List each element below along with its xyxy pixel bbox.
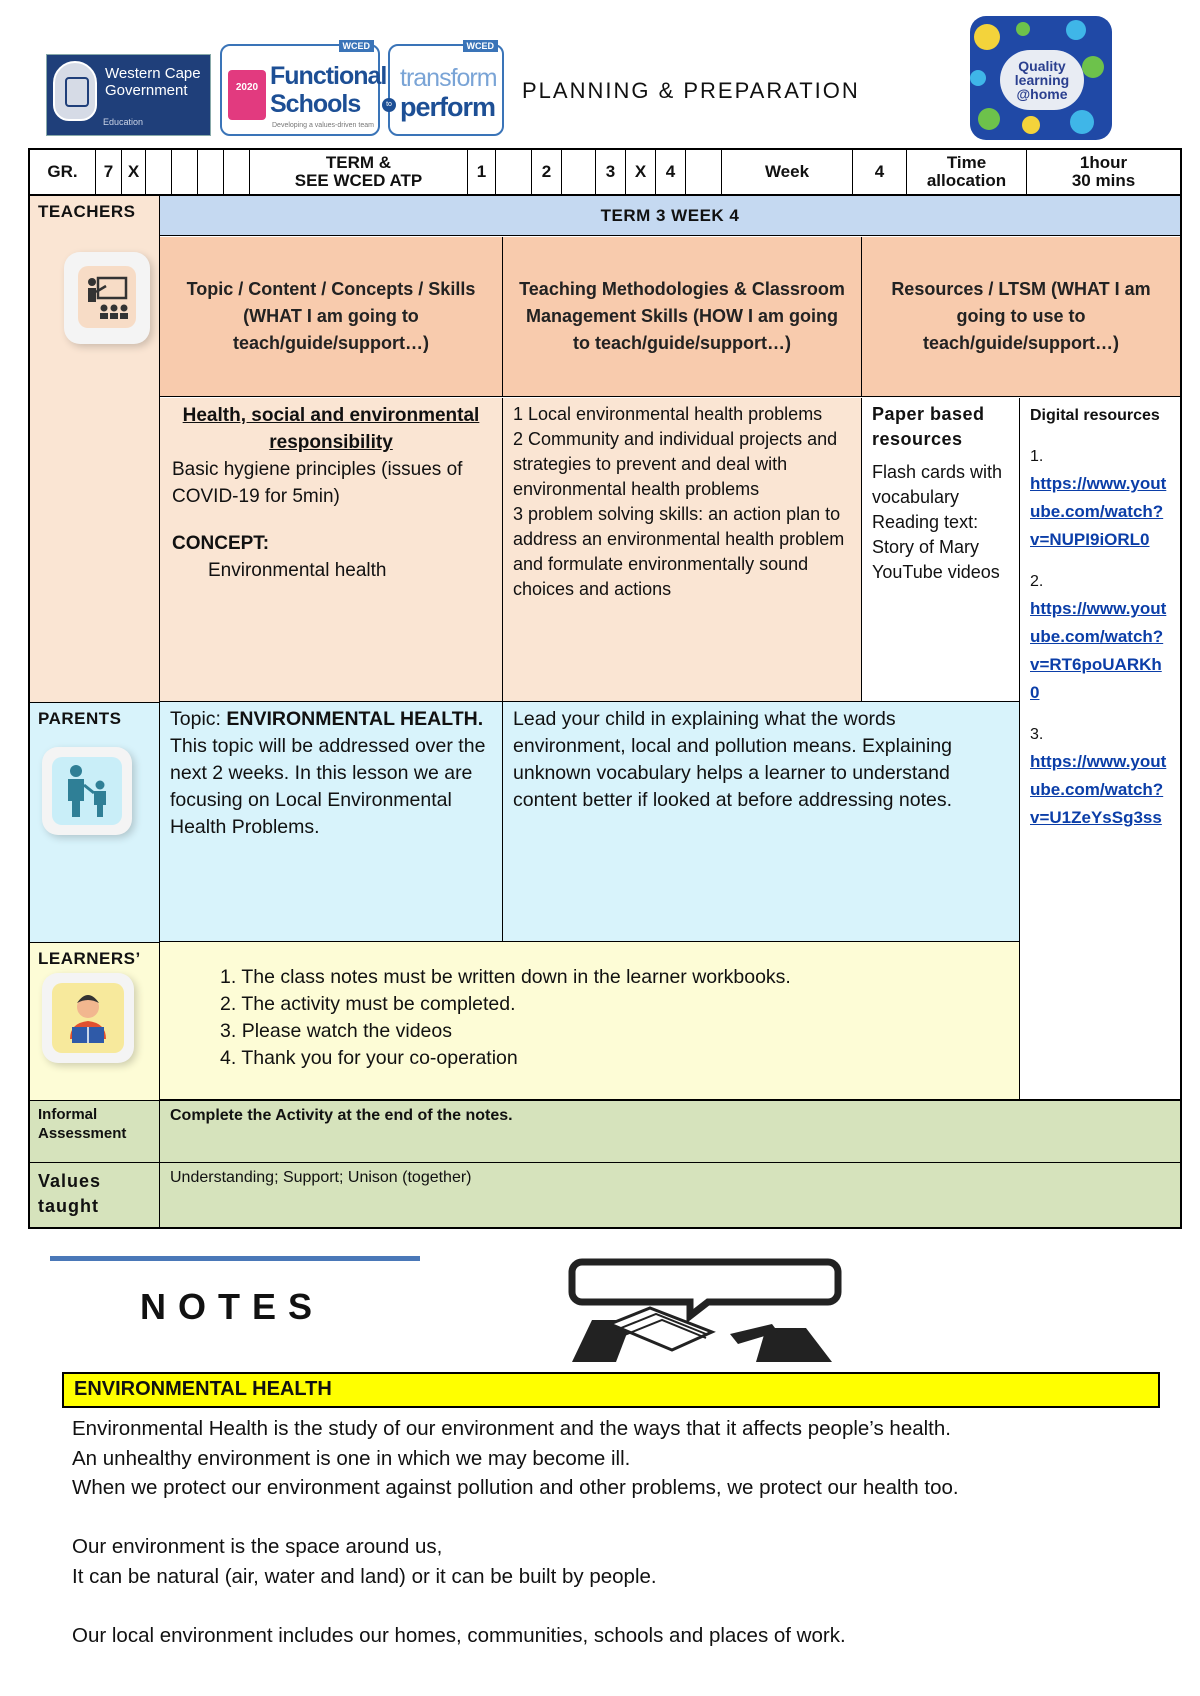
grade-term-row [28,148,1182,196]
grade-value: 7 [96,150,122,194]
notes-divider [50,1256,420,1261]
notes-paragraph: It can be natural (air, water and land) or it can be built by people. [72,1564,657,1588]
topic-title: Health, social and environmental responsibility [182,405,480,453]
youtube-link-2[interactable]: https://www.youtube.com/watch?v=RT6poUARKh0 [1030,599,1167,702]
digital-resources-label: Digital resources [1030,407,1160,424]
grade-label: GR. [30,150,96,194]
fs-logo-line2: Schools [270,90,361,118]
notes-speech-bubble-icon [560,1250,860,1362]
youtube-link-3[interactable]: https://www.youtube.com/watch?v=U1ZeYsSg3ss [1030,752,1167,827]
notes-paragraph: Our local environment includes our homes, communities, schools and places of work. [72,1623,846,1647]
teachers-label: TEACHERS [38,202,136,221]
ql-logo-line2: learning [1014,72,1070,88]
western-cape-government-logo [46,54,211,136]
values-taught-label: Values taught [30,1162,160,1227]
grade-mark: X [122,150,146,194]
topic-column-header: Topic / Content / Concepts / Skills (WHAT I am going to teach/guide/support…) [160,237,503,397]
teachers-topic-cell [160,398,503,702]
wcg-logo-line2: Government [105,82,188,99]
parents-guidance-cell: Lead your child in explaining what the words environment, local and pollution means. Explaining unknown vocabulary helps a learner to understand content better if looked at before addressing notes. [503,702,1020,942]
quality-learning-at-home-logo [970,16,1112,140]
values-taught-text: Understanding; Support; Unison (together) [160,1162,1180,1227]
teacher-icon [64,252,150,344]
term-label-line2: SEE WCED ATP [294,171,423,190]
tp-logo-connector: to [382,98,396,112]
notes-paragraph: Our environment is the space around us, [72,1535,443,1558]
time-value-line2: 30 mins [1071,171,1136,190]
link-number: 2. [1030,573,1044,590]
fs-logo-line1: Functional [270,62,387,90]
notes-heading: ENVIRONMENTAL HEALTH [62,1372,1160,1408]
time-allocation-value [1027,150,1180,194]
time-label-line2: allocation [926,171,1007,190]
concept-label: CONCEPT: [172,533,270,554]
digital-resources-cell [1020,398,1180,1100]
notes-paragraph: When we protect our environment against pollution and other problems, we protect our health too. [72,1476,959,1499]
fs-logo-year: 2020 [228,70,266,120]
topic-hygiene-text: Basic hygiene principles (issues of COVID-19 for 5min) [172,459,463,507]
tp-logo-line2: perform [400,92,496,122]
ql-logo-line3: @home [1016,86,1068,102]
informal-assessment-label: Informal Assessment [30,1100,160,1162]
term-3: 3 [596,150,626,194]
week-label: Week [722,150,853,194]
term-label-line1: TERM & [325,153,392,172]
parents-label: PARENTS [38,709,122,728]
youtube-link-1[interactable]: https://www.youtube.com/watch?v=NUPI9iORL0 [1030,474,1167,549]
parents-section-label [30,702,160,942]
parents-topic-body: This topic will be addressed over the next 2 weeks. In this lesson we are focusing on Local Environmental Health Problems. [170,735,486,838]
coat-of-arms-icon [53,61,97,121]
paper-resources-cell [862,398,1020,702]
term-4: 4 [656,150,686,194]
list-item: 3. Please watch the videos [220,1018,1019,1045]
link-number: 1. [1030,448,1044,465]
parents-topic-prefix: Topic: [170,708,227,730]
tp-logo-line1: transform [400,64,497,92]
paper-resources-label: Paper based resources [872,404,985,449]
notes-paragraph: An unhealthy environment is one in which we may become ill. [72,1446,631,1470]
fs-logo-tag: WCED [339,40,375,52]
notes-paragraph: Environmental Health is the study of our environment and the ways that it affects people’s health. [72,1417,951,1440]
term-2: 2 [532,150,562,194]
notes-body [72,1414,1152,1650]
time-value-line1: 1hour [1079,153,1128,172]
learner-reading-icon [42,973,134,1063]
week-value: 4 [853,150,907,194]
teachers-section-label [30,196,160,702]
link-number: 3. [1030,726,1044,743]
list-item: 4. Thank you for your co-operation [220,1045,1019,1072]
methodologies-column-header: Teaching Methodologies & Classroom Management Skills (HOW I am going to teach/guide/support…) [503,237,862,397]
list-item: 1. The class notes must be written down in the learner workbooks. [220,964,1019,991]
teachers-methodologies-cell: 1 Local environmental health problems 2 Community and individual projects and strategies to prevent and deal with environmental health problems 3 problem solving skills: an action plan to address an environmental health problem and formulate environmentally sound choices and actions [503,398,862,702]
term-label [250,150,468,194]
notes-title: NOTES [140,1286,325,1327]
parents-topic-title: ENVIRONMENTAL HEALTH. [226,708,484,730]
term-week-bar: TERM 3 WEEK 4 [160,196,1180,236]
wcg-logo-line1: Western Cape [105,65,201,82]
paper-resources-list: Flash cards with vocabulary Reading text: Story of Mary YouTube videos [872,462,1003,582]
transform-to-perform-logo [386,41,504,136]
page-title: PLANNING & PREPARATION [522,78,860,103]
term-1: 1 [468,150,496,194]
notes-paragraph [72,1503,1152,1533]
functional-schools-logo [220,41,387,136]
informal-assessment-text: Complete the Activity at the end of the notes. [160,1100,1180,1162]
learners-section-label [30,942,160,1100]
time-label-line1: Time [946,153,987,172]
concept-value: Environmental health [208,560,387,581]
learners-label: LEARNERS’ [38,949,141,968]
list-item: 2. The activity must be completed. [220,991,1019,1018]
parents-topic-cell [160,702,503,942]
resources-column-header: Resources / LTSM (WHAT I am going to use to teach/guide/support…) [862,237,1180,397]
wcg-logo-sub: Education [103,117,144,127]
ql-logo-line1: Quality [1018,58,1066,74]
fs-logo-small: Developing a values-driven team [272,122,374,129]
time-allocation-label [907,150,1027,194]
learners-instructions-cell [160,942,1020,1100]
parent-child-icon [42,747,132,835]
term-mark: X [626,150,656,194]
tp-logo-tag: WCED [463,40,499,52]
notes-paragraph [72,1591,1152,1621]
learners-instructions-list [220,964,1019,1072]
